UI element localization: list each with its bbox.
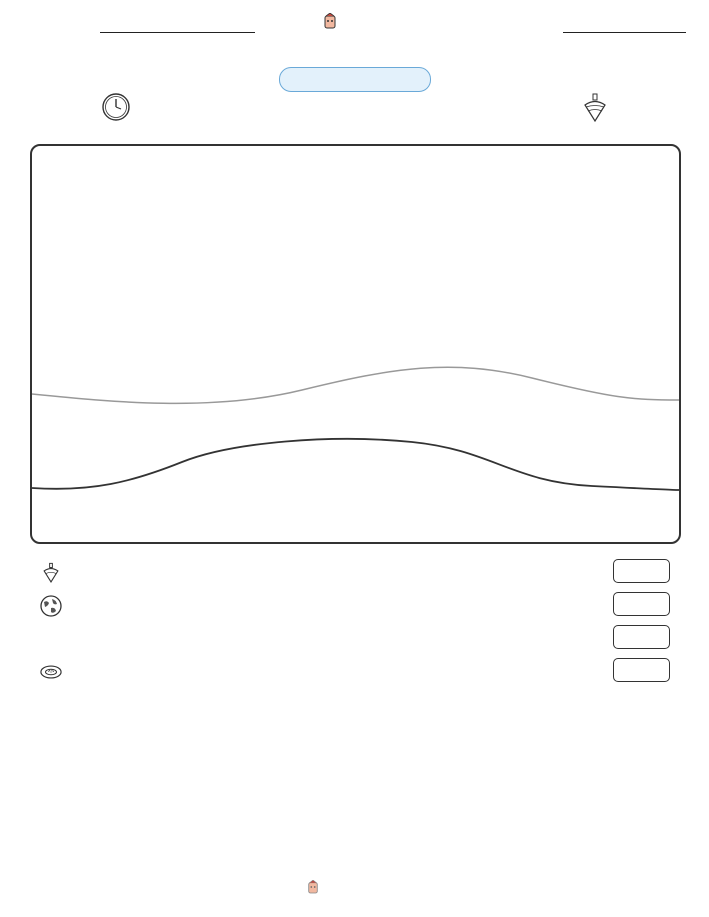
scene-picture — [30, 144, 681, 544]
answer-box-star[interactable] — [613, 625, 670, 649]
clock-icon — [101, 92, 131, 122]
name-line[interactable] — [100, 32, 255, 33]
answer-box-planet[interactable] — [613, 592, 670, 616]
count-badge — [279, 67, 431, 92]
question-row-orbit — [40, 660, 74, 684]
footer — [307, 880, 323, 894]
question-row-star — [40, 627, 74, 651]
planet-icon — [40, 595, 62, 617]
scene-drawing — [32, 146, 679, 542]
date-line[interactable] — [563, 32, 686, 33]
answer-box-top[interactable] — [613, 559, 670, 583]
storypie-logo-icon — [307, 880, 319, 894]
answer-box-orbit[interactable] — [613, 658, 670, 682]
spinning-top-icon — [582, 92, 608, 124]
brand — [323, 13, 340, 29]
star-icon — [40, 628, 62, 650]
storypie-logo-icon — [323, 13, 337, 29]
question-row-planet — [40, 594, 74, 618]
question-row-top — [40, 561, 74, 585]
orbit-icon — [40, 661, 62, 683]
spinning-top-icon — [40, 562, 62, 584]
